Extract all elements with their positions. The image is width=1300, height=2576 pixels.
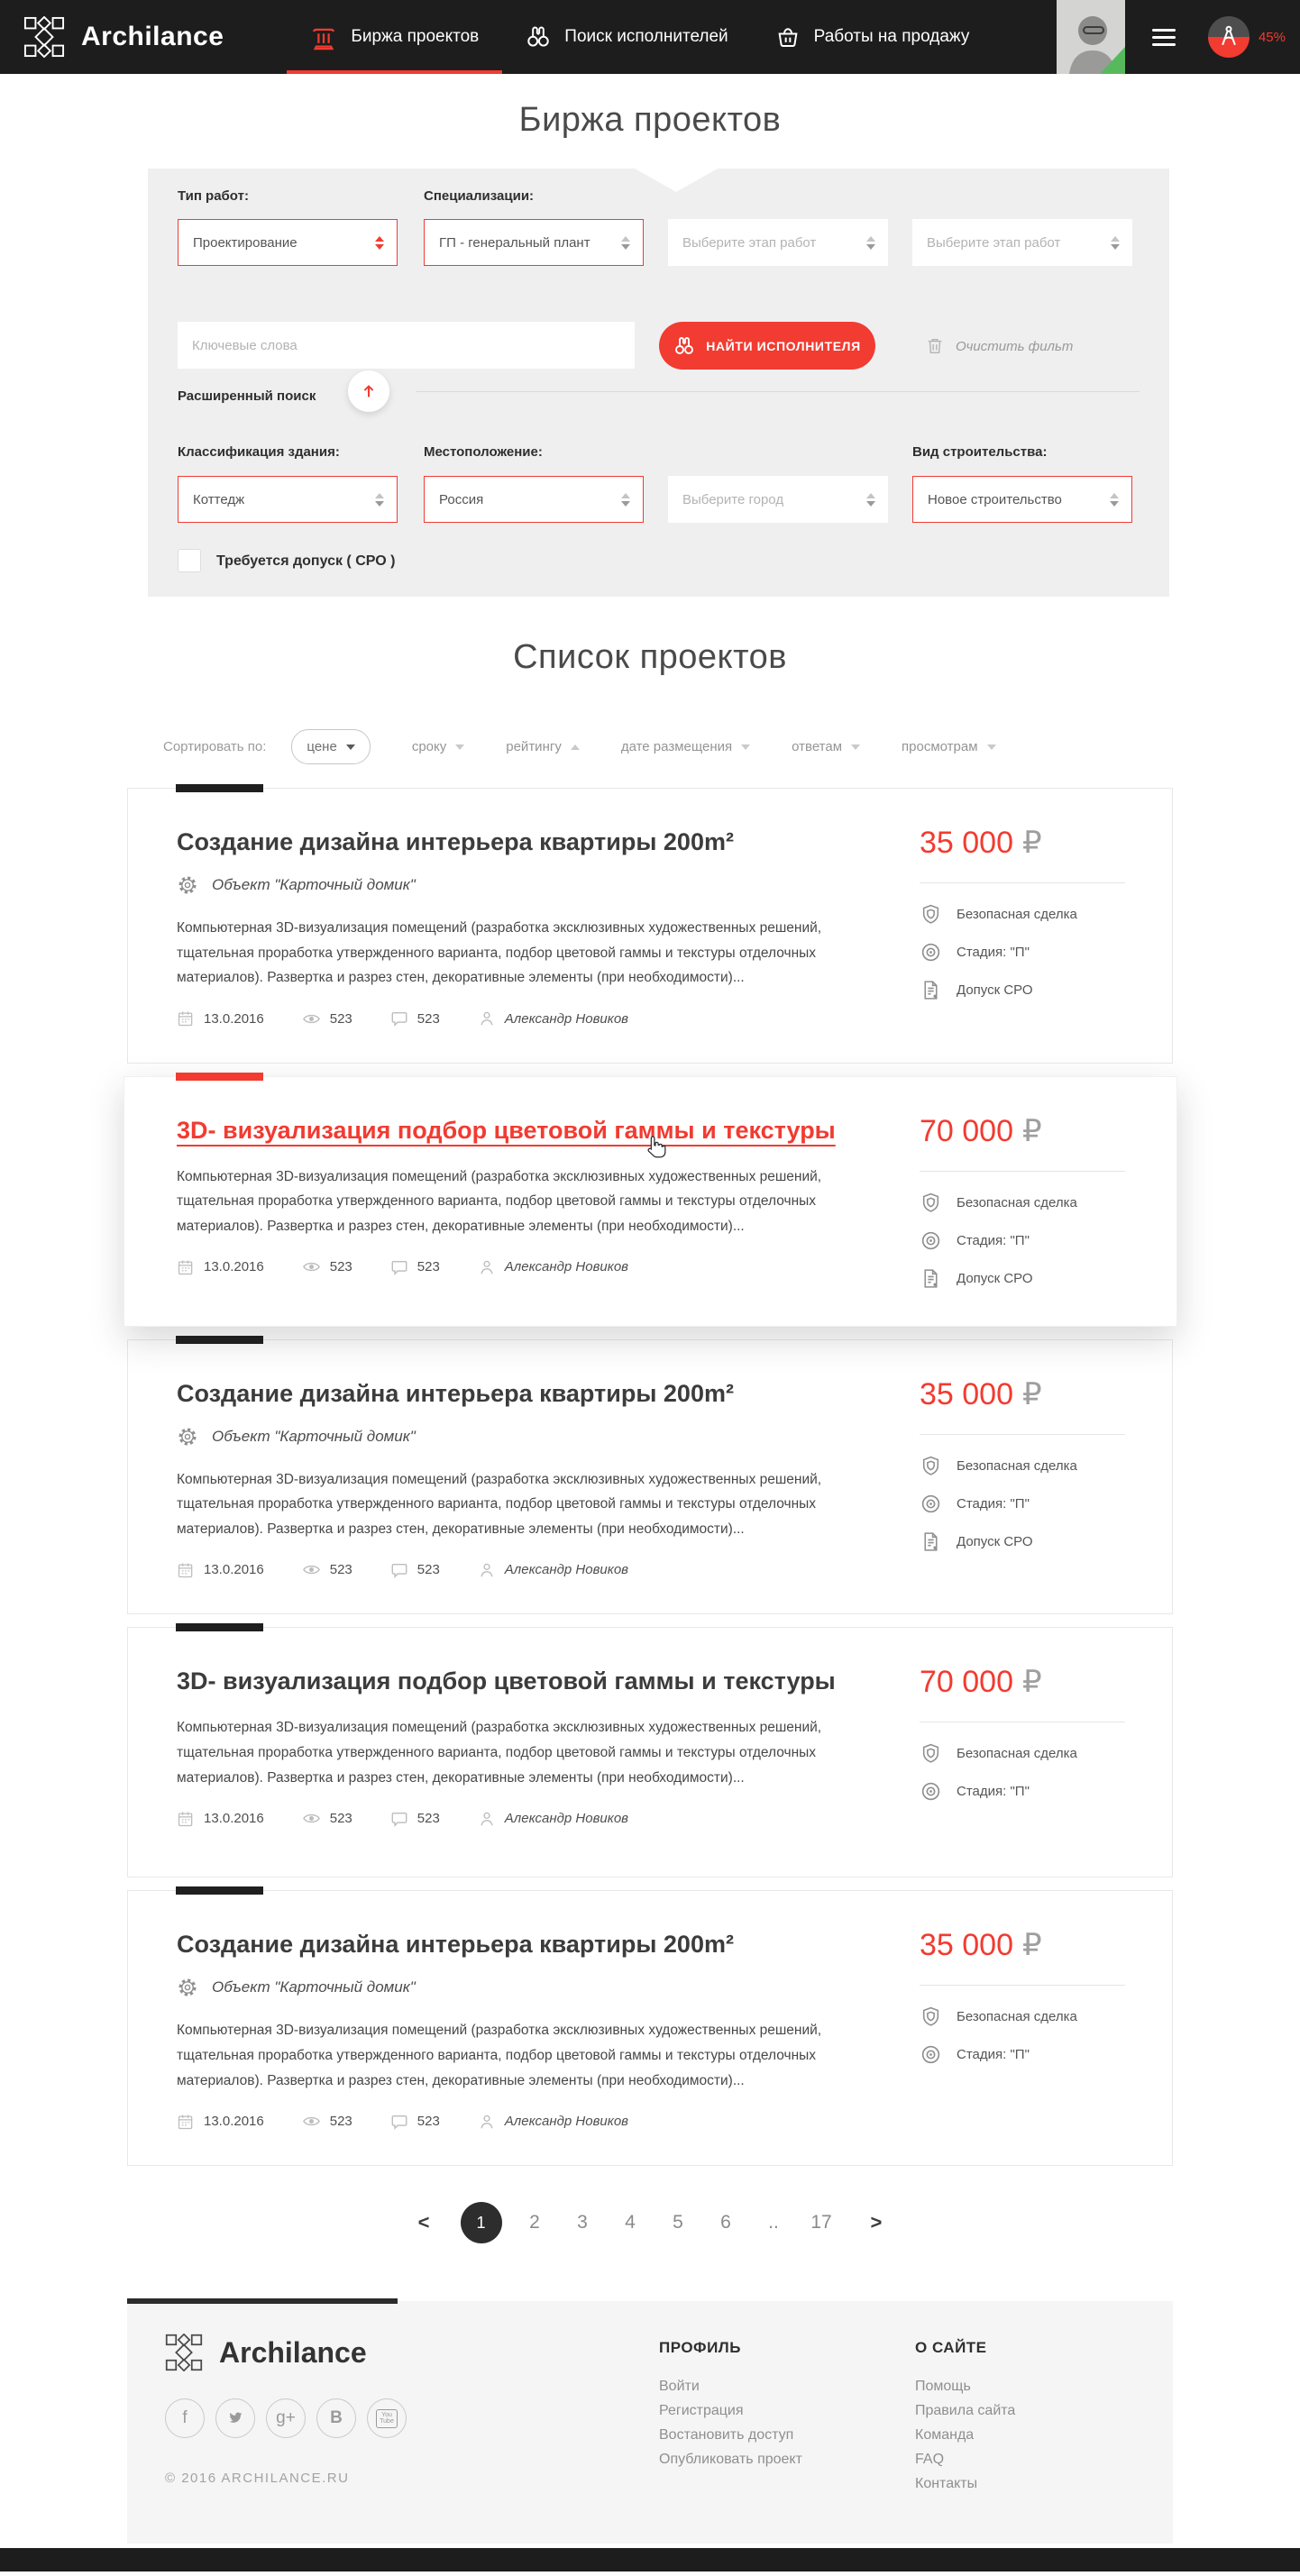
google-plus-icon[interactable]: g+ (266, 2398, 306, 2438)
arrow-up-icon (359, 381, 379, 401)
views-count: 523 (329, 1010, 352, 1027)
select-arrows-icon (621, 493, 630, 507)
work-type-select[interactable] (178, 219, 398, 266)
projects-list (127, 788, 1173, 2166)
stage-badge (920, 1780, 1145, 1803)
sort-by-label: Сортировать по: (163, 739, 267, 754)
list-title: Список проектов (513, 638, 787, 676)
archilance-logo-icon (165, 2334, 203, 2371)
ruble-sign: ₽ (1022, 1665, 1042, 1700)
footer-link[interactable]: Войти (659, 2379, 700, 2395)
person-icon (478, 1009, 496, 1028)
object-line (177, 1426, 883, 1448)
target-icon (920, 2043, 942, 2066)
footer-brand-logo[interactable] (165, 2334, 544, 2371)
sort-direction-icon (455, 744, 464, 750)
card-marker (176, 1336, 263, 1344)
safe-deal-badge (920, 1742, 1145, 1765)
card-right-column (920, 1927, 1145, 2081)
footer-about-column (915, 2334, 1104, 2500)
card-right-column (920, 1376, 1145, 1568)
sort-option-label: просмотрам (902, 739, 978, 754)
object-line (177, 1977, 883, 1998)
select-arrows-icon (866, 236, 875, 250)
footer-link[interactable]: Правила сайта (915, 2403, 1016, 2419)
stage-placeholder: Выберите этап работ (927, 234, 1061, 251)
badges-list (920, 2005, 1145, 2066)
target-icon (920, 1229, 942, 1252)
publish-date: 13.0.2016 (204, 2114, 264, 2130)
stage-badge (920, 941, 1145, 964)
sro-badge (920, 979, 1145, 1001)
basket-icon (775, 24, 801, 50)
views-count: 523 (329, 2114, 352, 2130)
target-icon (920, 1780, 942, 1803)
safe-deal-label: Безопасная сделка (957, 1457, 1077, 1474)
youtube-icon[interactable]: You Tube (367, 2398, 407, 2438)
comments-count: 523 (417, 1010, 440, 1027)
city-select[interactable] (668, 476, 888, 523)
sort-option[interactable] (291, 729, 370, 764)
project-title-link[interactable]: Создание дизайна интерьера квартиры 200m² (177, 1931, 734, 1959)
comment-icon (390, 1561, 408, 1579)
project-title-link[interactable]: 3D- визуализация подбор цветовой гаммы и текстуры (177, 1667, 836, 1695)
safe-deal-badge (920, 903, 1145, 926)
badges-list (920, 1192, 1145, 1290)
page-number[interactable]: 2 (529, 2212, 540, 2233)
calendar-icon (177, 2113, 195, 2131)
profile-progress-avatar[interactable] (1208, 16, 1250, 58)
clear-filter-label: Очистить фильт (956, 338, 1074, 354)
comment-icon (390, 1258, 408, 1276)
project-description: Компьютерная 3D-визуализация помещений (разработка эксклюзивных художественных решений, тщательная проработка утвержденного варианта, подбор цветовой гаммы и текстуры отделочных материалов). Развертка и разрез стен, декоративные элементы (при необходимости)... (177, 1471, 822, 1537)
binoculars-icon (673, 335, 695, 357)
badges-list (920, 1742, 1145, 1803)
facebook-icon[interactable]: f (165, 2398, 205, 2438)
sort-option-label: дате размещения (620, 739, 733, 754)
publish-date: 13.0.2016 (204, 1010, 264, 1027)
divider (920, 1985, 1125, 1986)
brand-name: Archilance (81, 22, 224, 51)
footer-link[interactable]: Регистрация (659, 2403, 744, 2419)
hand-cursor-icon (644, 1135, 668, 1164)
stage-badge (920, 1229, 1145, 1252)
bottom-bar (0, 2548, 1300, 2571)
user-avatar-photo[interactable] (1057, 0, 1125, 74)
page-number[interactable]: .. (768, 2212, 779, 2233)
vk-icon[interactable]: B (316, 2398, 356, 2438)
stage-badge (920, 1493, 1145, 1515)
safe-deal-label: Безопасная сделка (957, 1746, 1077, 1762)
badges-list (920, 1455, 1145, 1553)
building-class-value: Коттедж (193, 491, 245, 507)
price-value: 35 000 (920, 1928, 1013, 1963)
ruble-sign: ₽ (1022, 1928, 1042, 1963)
project-meta (177, 2112, 883, 2131)
project-price (920, 1113, 1145, 1149)
page-number[interactable]: 5 (673, 2212, 683, 2233)
card-right-column (920, 1113, 1145, 1305)
price-value: 35 000 (920, 826, 1013, 860)
select-arrows-icon (375, 493, 384, 507)
document-icon (920, 1530, 942, 1553)
comments-count: 523 (417, 1259, 440, 1275)
card-right-column (920, 825, 1145, 1017)
stage-label: Стадия: "П" (957, 1495, 1030, 1512)
brand-logo[interactable] (23, 0, 224, 74)
stage-label: Стадия: "П" (957, 945, 1030, 960)
safe-deal-badge (920, 2005, 1145, 2028)
author-link[interactable]: Александр Новиков (504, 1010, 629, 1027)
footer-about-title: О САЙТЕ (915, 2339, 987, 2357)
footer-brand-name: Archilance (219, 2335, 367, 2369)
work-type-label: Тип работ: (178, 188, 249, 204)
page-number[interactable]: 6 (720, 2212, 731, 2233)
stage-label: Стадия: "П" (957, 1784, 1030, 1800)
author-link[interactable]: Александр Новиков (504, 1811, 629, 1827)
safe-deal-label: Безопасная сделка (957, 1194, 1077, 1210)
calendar-icon (177, 1561, 195, 1579)
building-class-label: Классификация здания: (178, 444, 340, 460)
person-icon (478, 1561, 496, 1579)
shield-icon (920, 2005, 942, 2028)
card-marker (176, 1073, 263, 1081)
footer-link[interactable]: Помощь (915, 2379, 971, 2395)
country-select[interactable] (424, 476, 644, 523)
profile-progress-percent: 45% (1258, 29, 1286, 45)
menu-icon[interactable] (1152, 24, 1176, 50)
collapse-advanced-button[interactable] (348, 370, 389, 412)
find-performer-button[interactable] (659, 322, 875, 370)
eye-icon (302, 1809, 321, 1828)
footer-link[interactable]: Востановить доступ (659, 2427, 794, 2444)
location-label: Местоположение: (424, 444, 543, 460)
sro-checkbox[interactable] (178, 549, 201, 572)
project-card (127, 1627, 1173, 1877)
comments-count: 523 (417, 1562, 440, 1578)
sro-label: Допуск СРО (957, 982, 1033, 998)
sro-label: Допуск СРО (957, 1270, 1033, 1286)
project-title-link[interactable]: 3D- визуализация подбор цветовой гаммы и текстуры (177, 1116, 836, 1144)
footer (127, 2301, 1173, 2544)
nav-label: Работы на продажу (813, 27, 970, 46)
country-value: Россия (439, 491, 484, 507)
twitter-icon[interactable] (215, 2398, 255, 2438)
main-nav (287, 0, 993, 74)
panel-notch (635, 169, 718, 192)
project-meta (177, 1809, 883, 1828)
page-number[interactable]: 1 (461, 2202, 502, 2243)
select-arrows-icon (1110, 493, 1119, 507)
safe-deal-label: Безопасная сделка (957, 907, 1077, 922)
footer-accent-line (127, 2298, 398, 2304)
filter-panel (148, 169, 1169, 597)
price-value: 70 000 (920, 1665, 1013, 1700)
person-icon (478, 1810, 496, 1828)
gear-icon (177, 1426, 198, 1448)
person-icon (478, 2113, 496, 2131)
divider (417, 391, 1140, 392)
header-right (1057, 0, 1300, 74)
project-description: Компьютерная 3D-визуализация помещений (разработка эксклюзивных художественных решений, тщательная проработка утвержденного варианта, подбор цветовой гаммы и текстуры отделочных материалов). Развертка и разрез стен, декоративные элементы (при необходимости)... (177, 2023, 822, 2088)
sort-option[interactable] (412, 739, 464, 754)
construction-type-select[interactable] (912, 476, 1132, 523)
sro-checkbox-label: Требуется допуск ( СРО ) (216, 553, 396, 569)
comment-icon (390, 1810, 408, 1828)
sort-option-label: сроку (411, 739, 447, 754)
ruble-sign: ₽ (1022, 1376, 1042, 1411)
ruble-sign: ₽ (1022, 1113, 1042, 1148)
project-price (920, 1376, 1145, 1412)
find-performer-label: НАЙТИ ИСПОЛНИТЕЛЯ (706, 338, 861, 353)
card-marker (176, 1623, 263, 1631)
page-number[interactable]: 3 (577, 2212, 588, 2233)
sort-option[interactable] (792, 739, 860, 754)
project-card (127, 788, 1173, 1064)
author-link[interactable]: Александр Новиков (504, 1562, 629, 1578)
next-page-button[interactable]: > (870, 2211, 883, 2234)
compass-icon (1215, 23, 1242, 50)
safe-deal-badge (920, 1192, 1145, 1214)
keywords-input[interactable] (178, 322, 635, 369)
views-count: 523 (329, 1562, 352, 1578)
comment-icon (390, 1009, 408, 1028)
page-title: Биржа проектов (518, 101, 782, 139)
price-value: 35 000 (920, 1376, 1013, 1411)
sort-direction-icon (741, 744, 750, 750)
sort-bar (127, 729, 1173, 764)
divider (920, 1434, 1125, 1435)
divider (920, 882, 1125, 883)
project-meta (177, 1560, 883, 1579)
shield-icon (920, 903, 942, 926)
select-arrows-icon (621, 236, 630, 250)
shield-icon (920, 1742, 942, 1765)
divider (920, 1171, 1125, 1172)
project-meta (177, 1257, 888, 1276)
badges-list (920, 903, 1145, 1001)
clear-filter-button[interactable] (914, 336, 1073, 356)
object-label: Объект "Карточный домик" (212, 1978, 416, 1996)
calendar-icon (177, 1810, 195, 1828)
shield-icon (920, 1455, 942, 1477)
views-count: 523 (329, 1811, 352, 1827)
object-line (177, 874, 883, 896)
publish-date: 13.0.2016 (204, 1562, 264, 1578)
document-icon (920, 979, 942, 1001)
advanced-search-label: Расширенный поиск (178, 388, 316, 404)
project-price (920, 1927, 1145, 1963)
footer-link[interactable]: Команда (915, 2427, 975, 2444)
target-icon (920, 941, 942, 964)
project-price (920, 1664, 1145, 1700)
shield-icon (920, 1192, 942, 1214)
footer-profile-title: ПРОФИЛЬ (659, 2339, 741, 2357)
specialization-select[interactable] (424, 219, 644, 266)
project-title-link[interactable]: Создание дизайна интерьера квартиры 200m² (177, 1379, 734, 1407)
project-price (920, 825, 1145, 861)
card-marker (176, 1886, 263, 1895)
specialization-label: Специализации: (424, 188, 535, 204)
comments-count: 523 (417, 1811, 440, 1827)
stage-placeholder: Выберите этап работ (682, 234, 817, 251)
sort-direction-icon (346, 744, 355, 750)
stage-select-2[interactable] (912, 219, 1132, 266)
sro-badge (920, 1530, 1145, 1553)
nav-item-works-for-sale[interactable] (752, 0, 993, 74)
prev-page-button[interactable]: < (417, 2211, 430, 2234)
page-number[interactable]: 17 (810, 2212, 832, 2233)
nav-label: Поиск исполнителей (564, 27, 728, 46)
person-icon (478, 1258, 496, 1276)
sort-option-label: ответам (792, 739, 843, 754)
document-icon (920, 1267, 942, 1290)
project-card (127, 1890, 1173, 2166)
eye-icon (302, 1009, 321, 1028)
trash-icon (925, 336, 945, 356)
publish-date: 13.0.2016 (204, 1259, 264, 1275)
stage-badge (920, 2043, 1145, 2066)
construction-type-value: Новое строительство (928, 491, 1062, 507)
sort-option[interactable] (902, 739, 996, 754)
calendar-icon (177, 1258, 195, 1276)
gear-icon (177, 874, 198, 896)
comments-count: 523 (417, 2114, 440, 2130)
work-type-value: Проектирование (193, 234, 298, 251)
archilance-logo-icon (23, 16, 65, 58)
views-count: 523 (329, 1259, 352, 1275)
social-links (165, 2398, 544, 2438)
binoculars-icon (526, 24, 551, 50)
card-right-column (920, 1664, 1145, 1818)
nav-item-projects-exchange[interactable] (287, 0, 502, 74)
safe-deal-label: Безопасная сделка (957, 2009, 1077, 2025)
eye-icon (302, 1257, 321, 1276)
footer-link[interactable]: Опубликовать проект (659, 2452, 802, 2468)
ruble-sign: ₽ (1022, 826, 1042, 860)
column-icon (310, 23, 337, 50)
eye-icon (302, 1560, 321, 1579)
sort-option[interactable] (506, 739, 580, 754)
project-card (124, 1076, 1177, 1327)
project-meta (177, 1009, 883, 1028)
sort-option-label: цене (307, 739, 337, 754)
price-value: 70 000 (920, 1113, 1013, 1148)
project-description: Компьютерная 3D-визуализация помещений (разработка эксклюзивных художественных решений, тщательная проработка утвержденного варианта, подбор цветовой гаммы и текстуры отделочных материалов). Развертка и разрез стен, декоративные элементы (при необходимости)... (177, 1720, 822, 1786)
footer-link[interactable]: FAQ (915, 2452, 945, 2468)
eye-icon (302, 2112, 321, 2131)
select-arrows-icon (866, 493, 875, 507)
object-label: Объект "Карточный домик" (212, 1427, 416, 1445)
building-class-select[interactable] (178, 476, 398, 523)
footer-link[interactable]: Контакты (915, 2476, 978, 2492)
project-description: Компьютерная 3D-визуализация помещений (разработка эксклюзивных художественных решений, тщательная проработка утвержденного варианта, подбор цветовой гаммы и текстуры отделочных материалов). Развертка и разрез стен, декоративные элементы (при необходимости)... (177, 920, 822, 986)
pagination (127, 2202, 1173, 2243)
sort-option-label: рейтингу (506, 739, 562, 754)
sort-direction-icon (571, 744, 580, 750)
sort-option[interactable] (621, 739, 750, 754)
author-link[interactable]: Александр Новиков (504, 1259, 629, 1275)
project-description: Компьютерная 3D-визуализация помещений (разработка эксклюзивных художественных решений, тщательная проработка утвержденного варианта, подбор цветовой гаммы и текстуры отделочных материалов). Развертка и разрез стен, декоративные элементы (при необходимости)... (177, 1168, 822, 1234)
construction-type-label: Вид строительства: (912, 444, 1048, 460)
author-link[interactable]: Александр Новиков (504, 2114, 629, 2130)
calendar-icon (177, 1009, 195, 1028)
stage-label: Стадия: "П" (957, 2047, 1030, 2063)
card-marker (176, 784, 263, 792)
comment-icon (390, 2113, 408, 2131)
sro-label: Допуск СРО (957, 1533, 1033, 1549)
sort-direction-icon (851, 744, 860, 750)
object-label: Объект "Карточный домик" (212, 876, 416, 893)
publish-date: 13.0.2016 (204, 1811, 264, 1827)
city-placeholder: Выберите город (682, 491, 784, 507)
project-card (127, 1339, 1173, 1615)
top-navbar (0, 0, 1300, 74)
nav-item-find-performers[interactable] (502, 0, 751, 74)
stage-label: Стадия: "П" (957, 1232, 1030, 1248)
stage-select-1[interactable] (668, 219, 888, 266)
nav-label: Биржа проектов (351, 27, 480, 46)
sort-direction-icon (987, 744, 996, 750)
specialization-value: ГП - генеральный плант (439, 234, 590, 251)
sro-badge (920, 1267, 1145, 1290)
copyright: © 2016 ARCHILANCE.RU (165, 2471, 350, 2487)
safe-deal-badge (920, 1455, 1145, 1477)
project-title-link[interactable]: Создание дизайна интерьера квартиры 200m² (177, 828, 734, 855)
select-arrows-icon (1111, 236, 1120, 250)
footer-profile-column (659, 2334, 848, 2500)
target-icon (920, 1493, 942, 1515)
select-arrows-icon (375, 236, 384, 250)
gear-icon (177, 1977, 198, 1998)
page-number[interactable]: 4 (625, 2212, 636, 2233)
